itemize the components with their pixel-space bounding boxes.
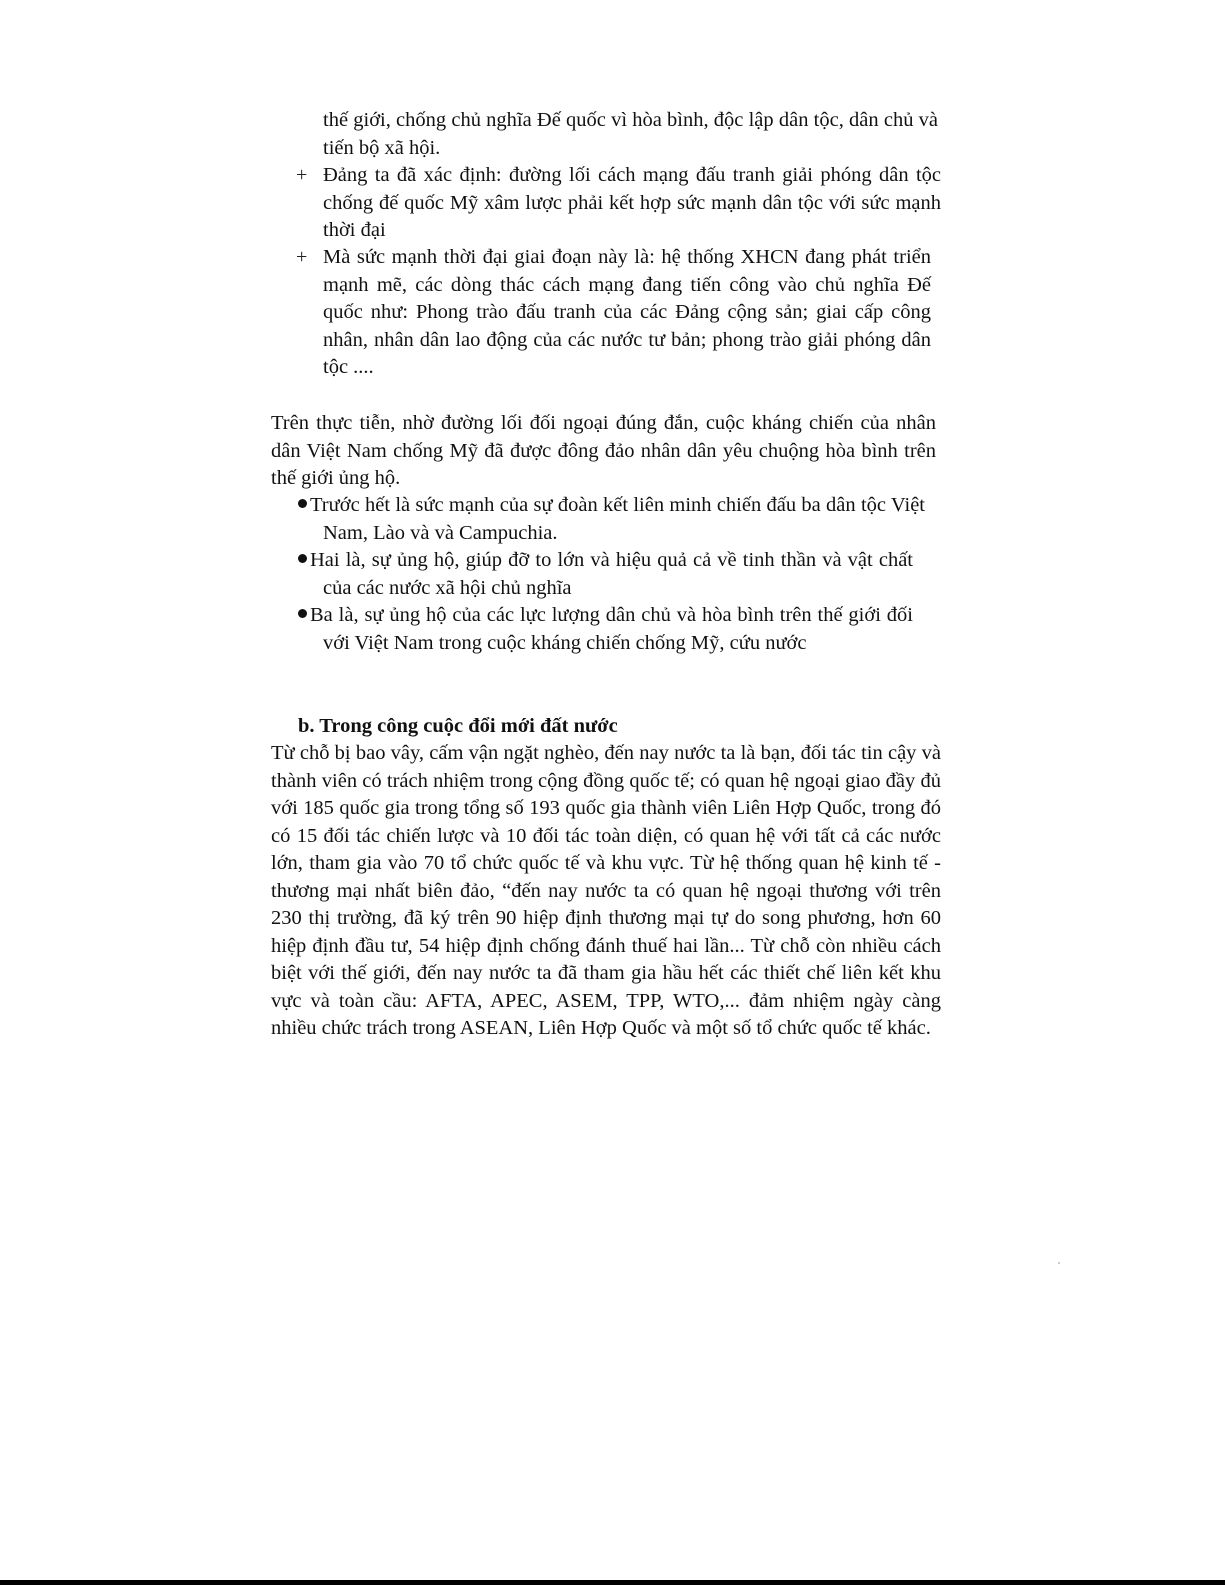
plus-item: Đảng ta đã xác định: đường lối cách mạng đấu tranh giải phóng dân tộc chống đế quốc Mỹ xâm lược phải kết hợp sức mạnh dân tộc với sức mạnh thời đại <box>323 164 941 241</box>
bullet-dot <box>298 554 307 563</box>
bullet-dot <box>298 609 307 618</box>
bottom-edge-bar <box>0 1580 1225 1585</box>
bullet-item-text: Ba là, sự ủng hộ của các lực lượng dân chủ và hòa bình trên thế giới đối với Việt Nam trong cuộc kháng chiến chống Mỹ, cứu nước <box>310 604 913 654</box>
intro-continuation: thế giới, chống chủ nghĩa Đế quốc vì hòa bình, độc lập dân tộc, dân chủ và tiến bộ xã hội. <box>323 109 938 159</box>
practice-paragraph: Trên thực tiễn, nhờ đường lối đối ngoại đúng đắn, cuộc kháng chiến của nhân dân Việt Nam chống Mỹ đã được đông đảo nhân dân yêu chuộng hòa bình trên thế giới ủng hộ. <box>271 412 936 489</box>
plus-marker: + <box>296 164 308 186</box>
plus-marker: + <box>296 246 308 268</box>
bullet-item-text: Trước hết là sức mạnh của sự đoàn kết liên minh chiến đấu ba dân tộc Việt Nam, Lào và và Campuchia. <box>310 494 925 544</box>
scan-speck <box>1058 1262 1060 1264</box>
section-heading: b. Trong công cuộc đổi mới đất nước <box>298 715 618 737</box>
bullet-item <box>298 492 925 547</box>
plus-item: Mà sức mạnh thời đại giai đoạn này là: hệ thống XHCN đang phát triển mạnh mẽ, các dòng thác cách mạng đang tiến công vào chủ nghĩa Đế quốc như: Phong trào đấu tranh của các Đảng cộng sản; giai cấp công nhân, nhân dân lao động của các nước tư bản; phong trào giải phóng dân tộc .... <box>323 246 931 378</box>
bullet-item <box>298 547 913 602</box>
bullet-item <box>298 602 913 657</box>
bullet-item-text: Hai là, sự ủng hộ, giúp đỡ to lớn và hiệu quả cả về tinh thần và vật chất của các nước xã hội chủ nghĩa <box>310 549 913 599</box>
section-paragraph: Từ chỗ bị bao vây, cấm vận ngặt nghèo, đến nay nước ta là bạn, đối tác tin cậy và thành viên có trách nhiệm trong cộng đồng quốc tế; có quan hệ ngoại giao đầy đủ với 185 quốc gia trong tổng số 193 quốc gia thành viên Liên Hợp Quốc, trong đó có 15 đối tác chiến lược và 10 đối tác toàn diện, có quan hệ với tất cả các nước lớn, tham gia vào 70 tổ chức quốc tế và khu vực. Từ hệ thống quan hệ kinh tế - thương mại nhất biên đảo, “đến nay nước ta có quan hệ ngoại thương với trên 230 thị trường, đã ký trên 90 hiệp định thương mại tự do song phương, hơn 60 hiệp định đầu tư, 54 hiệp định chống đánh thuế hai lần... Từ chỗ còn nhiều cách biệt với thế giới, đến nay nước ta đã tham gia hầu hết các thiết chế liên kết khu vực và toàn cầu: AFTA, APEC, ASEM, TPP, WTO,... đảm nhiệm ngày càng nhiều chức trách trong ASEAN, Liên Hợp Quốc và một số tổ chức quốc tế khác. <box>271 742 941 1039</box>
bullet-dot <box>298 499 307 508</box>
